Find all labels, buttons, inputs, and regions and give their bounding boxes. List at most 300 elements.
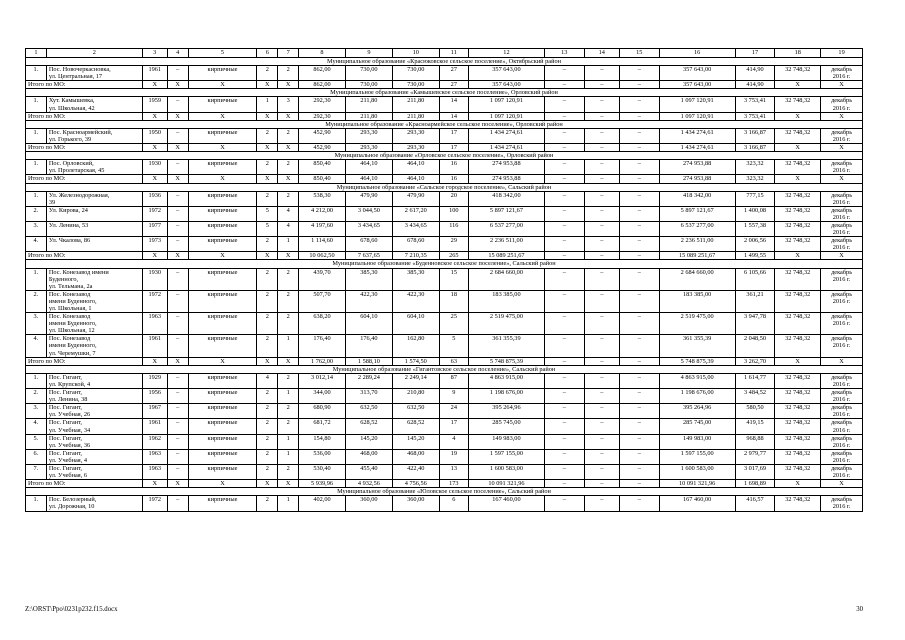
total-cell: 730,00 bbox=[345, 81, 392, 89]
column-number-cell: 2 bbox=[46, 49, 142, 58]
table-cell: – bbox=[620, 464, 660, 479]
total-cell: 1 588,10 bbox=[345, 357, 392, 365]
column-number-cell: 10 bbox=[392, 49, 439, 58]
table-cell: – bbox=[584, 449, 619, 464]
total-cell: X bbox=[775, 357, 821, 365]
total-row bbox=[26, 81, 863, 89]
table-cell: 1961 bbox=[142, 66, 167, 81]
table-cell: 145,20 bbox=[392, 434, 439, 449]
table-cell: 4 197,60 bbox=[299, 221, 346, 236]
total-cell: – bbox=[544, 112, 584, 120]
table-cell: 2 684 660,00 bbox=[659, 268, 735, 290]
table-cell: 3 044,50 bbox=[345, 206, 392, 221]
section-title-row bbox=[26, 58, 863, 66]
table-cell: – bbox=[544, 434, 584, 449]
total-cell: 3 166,87 bbox=[735, 144, 775, 152]
total-cell: – bbox=[584, 175, 619, 183]
table-cell: декабрь 2016 г. bbox=[821, 449, 863, 464]
table-cell: 183 385,00 bbox=[659, 290, 735, 312]
total-cell: – bbox=[544, 175, 584, 183]
table-row bbox=[26, 449, 863, 464]
table-cell: кирпичные bbox=[188, 268, 257, 290]
total-cell: – bbox=[544, 252, 584, 260]
table-cell: 149 983,00 bbox=[468, 434, 544, 449]
table-cell: – bbox=[620, 389, 660, 404]
total-cell: X bbox=[257, 81, 278, 89]
table-row bbox=[26, 496, 863, 511]
table-cell: 1936 bbox=[142, 191, 167, 206]
table-cell: кирпичные bbox=[188, 66, 257, 81]
total-cell: 16 bbox=[439, 175, 468, 183]
column-number-cell: 4 bbox=[167, 49, 188, 58]
table-cell: 681,72 bbox=[299, 419, 346, 434]
table-cell: 14 bbox=[439, 97, 468, 112]
total-cell: 464,10 bbox=[392, 175, 439, 183]
total-label: Итого по МО: bbox=[26, 252, 143, 260]
table-cell: – bbox=[544, 313, 584, 335]
total-label: Итого по МО: bbox=[26, 144, 143, 152]
table-cell: 632,50 bbox=[345, 404, 392, 419]
total-cell: 4 756,56 bbox=[392, 480, 439, 488]
total-cell: 211,80 bbox=[345, 112, 392, 120]
table-row bbox=[26, 464, 863, 479]
total-cell: 17 bbox=[439, 144, 468, 152]
total-cell: 1 097 120,91 bbox=[659, 112, 735, 120]
table-cell: 2 bbox=[257, 335, 278, 357]
total-cell: X bbox=[142, 144, 167, 152]
total-cell: – bbox=[620, 480, 660, 488]
table-cell: 1961 bbox=[142, 419, 167, 434]
table-cell: декабрь 2016 г. bbox=[821, 206, 863, 221]
table-cell: 2 236 511,00 bbox=[659, 237, 735, 252]
total-cell: 1 434 274,61 bbox=[659, 144, 735, 152]
table-cell: 777,15 bbox=[735, 191, 775, 206]
table-cell: 850,40 bbox=[299, 160, 346, 175]
total-row bbox=[26, 252, 863, 260]
table-cell: 452,90 bbox=[299, 128, 346, 143]
total-cell: X bbox=[188, 480, 257, 488]
total-cell: X bbox=[775, 144, 821, 152]
table-cell: 285 745,00 bbox=[468, 419, 544, 434]
table-row bbox=[26, 335, 863, 357]
total-cell: 265 bbox=[439, 252, 468, 260]
table-cell: 32 748,32 bbox=[775, 290, 821, 312]
table-cell: 1963 bbox=[142, 313, 167, 335]
table-cell: – bbox=[544, 389, 584, 404]
column-number-cell: 3 bbox=[142, 49, 167, 58]
total-cell: 464,10 bbox=[345, 175, 392, 183]
table-cell: декабрь 2016 г. bbox=[821, 221, 863, 236]
total-cell: X bbox=[278, 480, 299, 488]
table-cell: – bbox=[167, 206, 188, 221]
table-cell: 416,57 bbox=[735, 496, 775, 511]
total-cell: X bbox=[167, 144, 188, 152]
total-cell: X bbox=[188, 81, 257, 89]
total-cell: X bbox=[142, 112, 167, 120]
table-cell: 1 bbox=[278, 237, 299, 252]
table-cell: 360,00 bbox=[392, 496, 439, 511]
column-number-cell: 6 bbox=[257, 49, 278, 58]
table-cell: 149 983,00 bbox=[659, 434, 735, 449]
table-cell: 274 953,88 bbox=[659, 160, 735, 175]
table-cell: – bbox=[544, 335, 584, 357]
total-cell: 27 bbox=[439, 81, 468, 89]
table-cell: 32 748,32 bbox=[775, 237, 821, 252]
total-cell: – bbox=[584, 112, 619, 120]
section-title-row bbox=[26, 488, 863, 496]
total-cell: X bbox=[142, 252, 167, 260]
table-cell: 183 385,00 bbox=[468, 290, 544, 312]
table-cell: 680,90 bbox=[299, 404, 346, 419]
table-cell: 24 bbox=[439, 404, 468, 419]
table-cell: 3 012,14 bbox=[299, 373, 346, 388]
total-cell: 1 574,50 bbox=[392, 357, 439, 365]
table-row bbox=[26, 221, 863, 236]
table-cell: Пос. Гигант, ул. Крупской, 4 bbox=[46, 373, 142, 388]
table-cell: 4 bbox=[257, 373, 278, 388]
table-cell: 3 484,52 bbox=[735, 389, 775, 404]
table-cell: кирпичные bbox=[188, 404, 257, 419]
table-cell: 2 289,24 bbox=[345, 373, 392, 388]
table-cell: – bbox=[544, 206, 584, 221]
total-cell: X bbox=[167, 175, 188, 183]
total-cell: – bbox=[620, 112, 660, 120]
table-cell: – bbox=[620, 66, 660, 81]
table-cell: 2 bbox=[257, 66, 278, 81]
table-cell: 274 953,88 bbox=[468, 160, 544, 175]
total-cell: 173 bbox=[439, 480, 468, 488]
table-cell: 2 bbox=[278, 404, 299, 419]
table-cell: 1 557,38 bbox=[735, 221, 775, 236]
table-cell: кирпичные bbox=[188, 160, 257, 175]
table-cell: – bbox=[620, 449, 660, 464]
table-cell: 32 748,32 bbox=[775, 449, 821, 464]
table-cell: – bbox=[167, 268, 188, 290]
total-cell: – bbox=[544, 81, 584, 89]
table-cell: Пос. Гигант, ул. Учебная, 6 bbox=[46, 464, 142, 479]
total-cell: X bbox=[167, 480, 188, 488]
table-cell: кирпичные bbox=[188, 449, 257, 464]
table-cell: 1 614,77 bbox=[735, 373, 775, 388]
section-title: Муниципальное образование «Орловское сельское поселение», Орловский район bbox=[26, 152, 863, 160]
table-cell: 32 748,32 bbox=[775, 97, 821, 112]
table-cell: 2 bbox=[257, 160, 278, 175]
table-cell: Ул. Чкалова, 86 bbox=[46, 237, 142, 252]
table-cell: 20 bbox=[439, 191, 468, 206]
table-row bbox=[26, 419, 863, 434]
table-cell: – bbox=[544, 66, 584, 81]
total-cell: 862,00 bbox=[299, 81, 346, 89]
table-cell: 1 400,08 bbox=[735, 206, 775, 221]
table-cell: – bbox=[620, 97, 660, 112]
table-cell: 2 bbox=[278, 290, 299, 312]
table-cell: Пос. Гигант, ул. Учебная, 4 bbox=[46, 449, 142, 464]
total-row bbox=[26, 144, 863, 152]
total-cell: 4 932,56 bbox=[345, 480, 392, 488]
table-cell: 211,80 bbox=[345, 97, 392, 112]
table-cell: кирпичные bbox=[188, 434, 257, 449]
table-cell: 1963 bbox=[142, 449, 167, 464]
table-cell: 468,00 bbox=[345, 449, 392, 464]
table-cell: 1. bbox=[26, 496, 47, 511]
table-cell: 5. bbox=[26, 434, 47, 449]
table-cell: 4. bbox=[26, 237, 47, 252]
column-number-cell: 13 bbox=[544, 49, 584, 58]
table-cell: декабрь 2016 г. bbox=[821, 419, 863, 434]
total-cell: 292,30 bbox=[299, 112, 346, 120]
table-cell: 604,10 bbox=[345, 313, 392, 335]
table-cell: декабрь 2016 г. bbox=[821, 464, 863, 479]
total-cell: 10 091 321,96 bbox=[468, 480, 544, 488]
table-cell: 632,50 bbox=[392, 404, 439, 419]
table-row bbox=[26, 128, 863, 143]
table-cell: 3 753,41 bbox=[735, 97, 775, 112]
table-cell: 3 166,87 bbox=[735, 128, 775, 143]
table-cell: 211,80 bbox=[392, 97, 439, 112]
table-cell: 1 bbox=[278, 389, 299, 404]
table-cell: – bbox=[584, 419, 619, 434]
table-cell: 18 bbox=[439, 290, 468, 312]
table-cell: 3 017,69 bbox=[735, 464, 775, 479]
table-cell: 3 947,78 bbox=[735, 313, 775, 335]
table-cell: 2 bbox=[278, 268, 299, 290]
table-cell: 2. bbox=[26, 389, 47, 404]
total-cell: X bbox=[278, 175, 299, 183]
table-cell: – bbox=[167, 66, 188, 81]
table-cell: 530,40 bbox=[299, 464, 346, 479]
table-cell: 2 bbox=[278, 313, 299, 335]
table-cell: кирпичные bbox=[188, 313, 257, 335]
total-cell: 357 643,00 bbox=[659, 81, 735, 89]
total-cell: 1 499,55 bbox=[735, 252, 775, 260]
table-cell: 422,30 bbox=[392, 290, 439, 312]
table-cell: – bbox=[544, 404, 584, 419]
table-cell: 1 434 274,61 bbox=[468, 128, 544, 143]
table-cell: кирпичные bbox=[188, 373, 257, 388]
table-cell: 32 748,32 bbox=[775, 313, 821, 335]
table-cell: 1962 bbox=[142, 434, 167, 449]
total-cell: – bbox=[584, 144, 619, 152]
table-cell: 2 bbox=[257, 128, 278, 143]
table-cell: 32 748,32 bbox=[775, 373, 821, 388]
table-cell: 385,30 bbox=[345, 268, 392, 290]
table-cell: 464,10 bbox=[392, 160, 439, 175]
table-cell: 2 bbox=[257, 464, 278, 479]
table-cell: 154,80 bbox=[299, 434, 346, 449]
table-cell: 1930 bbox=[142, 160, 167, 175]
table-cell: – bbox=[584, 237, 619, 252]
total-cell: 357 643,00 bbox=[468, 81, 544, 89]
table-cell: – bbox=[167, 434, 188, 449]
total-cell: 414,90 bbox=[735, 81, 775, 89]
table-cell: 439,70 bbox=[299, 268, 346, 290]
table-cell: 313,70 bbox=[345, 389, 392, 404]
table-cell: 2 048,50 bbox=[735, 335, 775, 357]
table-cell: 19 bbox=[439, 449, 468, 464]
total-cell: 7 637,65 bbox=[345, 252, 392, 260]
table-cell: кирпичные bbox=[188, 128, 257, 143]
table-cell: 538,30 bbox=[299, 191, 346, 206]
table-cell: 293,30 bbox=[392, 128, 439, 143]
table-cell: 2 bbox=[257, 419, 278, 434]
total-row bbox=[26, 112, 863, 120]
total-cell: – bbox=[584, 252, 619, 260]
table-cell: 5 897 121,67 bbox=[468, 206, 544, 221]
table-cell: 968,88 bbox=[735, 434, 775, 449]
section-title-row bbox=[26, 89, 863, 97]
table-cell: 32 748,32 bbox=[775, 221, 821, 236]
table-cell: – bbox=[620, 206, 660, 221]
table-cell: – bbox=[544, 128, 584, 143]
section-title: Муниципальное образование «Гигантовское сельское поселение», Сальский район bbox=[26, 365, 863, 373]
total-cell: X bbox=[278, 144, 299, 152]
total-cell: – bbox=[584, 81, 619, 89]
table-cell: 3. bbox=[26, 221, 47, 236]
table-row bbox=[26, 373, 863, 388]
table-row bbox=[26, 97, 863, 112]
table-cell: – bbox=[544, 237, 584, 252]
table-cell: Пос. Белозерный, ул. Дорожная, 10 bbox=[46, 496, 142, 511]
table-cell: 422,30 bbox=[345, 290, 392, 312]
table-cell: 1. bbox=[26, 97, 47, 112]
table-cell: Пос. Орловский, ул. Пролетарская, 45 bbox=[46, 160, 142, 175]
table-cell: 730,00 bbox=[392, 66, 439, 81]
table-cell: – bbox=[620, 419, 660, 434]
table-cell: 1973 bbox=[142, 237, 167, 252]
total-cell: X bbox=[167, 357, 188, 365]
table-cell: Пос. Гигант, ул. Учебная, 36 bbox=[46, 434, 142, 449]
column-number-cell: 9 bbox=[345, 49, 392, 58]
table-cell: 2 bbox=[257, 389, 278, 404]
total-cell: X bbox=[821, 144, 863, 152]
table-cell: 1 bbox=[278, 434, 299, 449]
total-cell: X bbox=[821, 480, 863, 488]
table-cell: 414,90 bbox=[735, 66, 775, 81]
column-number-cell: 16 bbox=[659, 49, 735, 58]
total-cell: X bbox=[821, 112, 863, 120]
table-cell: – bbox=[544, 373, 584, 388]
table-cell: 4 bbox=[439, 434, 468, 449]
total-label: Итого по МО: bbox=[26, 357, 143, 365]
table-cell: – bbox=[544, 191, 584, 206]
table-cell: 360,00 bbox=[345, 496, 392, 511]
table-cell: 2 684 660,00 bbox=[468, 268, 544, 290]
column-number-cell: 18 bbox=[775, 49, 821, 58]
table-cell: 2 bbox=[278, 160, 299, 175]
section-title-row bbox=[26, 120, 863, 128]
table-cell: Ул. Железнодорожная, 39 bbox=[46, 191, 142, 206]
total-label: Итого по МО: bbox=[26, 81, 143, 89]
table-cell: декабрь 2016 г. bbox=[821, 496, 863, 511]
table-cell: – bbox=[584, 496, 619, 511]
table-cell: 27 bbox=[439, 66, 468, 81]
table-cell: – bbox=[167, 464, 188, 479]
table-cell: 293,30 bbox=[345, 128, 392, 143]
table-cell: – bbox=[167, 160, 188, 175]
footer-file-path: Z:\ORST\Ppo\0231p232.f15.docx bbox=[25, 606, 118, 613]
column-number-row bbox=[26, 49, 863, 58]
table-cell: 2 249,14 bbox=[392, 373, 439, 388]
table-cell: 2 bbox=[278, 373, 299, 388]
table-row bbox=[26, 237, 863, 252]
table-cell: 6 105,66 bbox=[735, 268, 775, 290]
table-cell: 17 bbox=[439, 128, 468, 143]
table-cell: – bbox=[620, 268, 660, 290]
total-cell: 1 097 120,91 bbox=[468, 112, 544, 120]
table-cell: 628,52 bbox=[392, 419, 439, 434]
table-cell: 1967 bbox=[142, 404, 167, 419]
section-title-row bbox=[26, 152, 863, 160]
total-cell: 730,00 bbox=[392, 81, 439, 89]
table-cell: 2 bbox=[278, 464, 299, 479]
table-cell: 395 264,96 bbox=[468, 404, 544, 419]
table-cell: кирпичные bbox=[188, 237, 257, 252]
table-cell: декабрь 2016 г. bbox=[821, 389, 863, 404]
total-cell: X bbox=[775, 81, 821, 89]
total-cell: 5 939,96 bbox=[299, 480, 346, 488]
table-cell: 167 460,00 bbox=[468, 496, 544, 511]
table-row bbox=[26, 434, 863, 449]
housing-table bbox=[25, 48, 863, 512]
table-cell: 29 bbox=[439, 237, 468, 252]
table-cell: 32 748,32 bbox=[775, 335, 821, 357]
table-cell: – bbox=[584, 206, 619, 221]
total-cell: – bbox=[620, 144, 660, 152]
table-cell: – bbox=[167, 496, 188, 511]
table-cell: декабрь 2016 г. bbox=[821, 335, 863, 357]
table-cell: 6 537 277,00 bbox=[659, 221, 735, 236]
table-cell: 1. bbox=[26, 268, 47, 290]
table-cell: – bbox=[584, 389, 619, 404]
table-cell: 2 bbox=[257, 237, 278, 252]
table-cell: Пос. Гигант, ул. Учебная, 34 bbox=[46, 419, 142, 434]
total-cell: X bbox=[821, 175, 863, 183]
table-row bbox=[26, 389, 863, 404]
total-cell: – bbox=[544, 144, 584, 152]
table-cell: 4. bbox=[26, 335, 47, 357]
total-cell: X bbox=[821, 252, 863, 260]
table-cell: 1. bbox=[26, 373, 47, 388]
table-cell: – bbox=[544, 290, 584, 312]
table-cell: – bbox=[584, 313, 619, 335]
total-cell: X bbox=[278, 112, 299, 120]
table-cell: декабрь 2016 г. bbox=[821, 97, 863, 112]
table-cell: декабрь 2016 г. bbox=[821, 268, 863, 290]
table-cell: 162,80 bbox=[392, 335, 439, 357]
table-cell: 87 bbox=[439, 373, 468, 388]
total-cell: X bbox=[278, 357, 299, 365]
table-cell: кирпичные bbox=[188, 419, 257, 434]
total-cell: X bbox=[167, 252, 188, 260]
total-cell: X bbox=[821, 357, 863, 365]
total-cell: 10 091 321,96 bbox=[659, 480, 735, 488]
table-cell: – bbox=[584, 97, 619, 112]
page-number: 30 bbox=[856, 606, 863, 613]
table-cell: 1 bbox=[278, 496, 299, 511]
total-cell: X bbox=[188, 357, 257, 365]
total-cell: – bbox=[620, 357, 660, 365]
table-cell: 3 434,65 bbox=[345, 221, 392, 236]
table-cell: 2 519 475,00 bbox=[659, 313, 735, 335]
table-cell: – bbox=[544, 160, 584, 175]
table-cell: 1 198 676,00 bbox=[659, 389, 735, 404]
total-cell: X bbox=[257, 480, 278, 488]
table-cell: 32 748,32 bbox=[775, 496, 821, 511]
total-cell: 3 753,41 bbox=[735, 112, 775, 120]
table-cell: 2 006,56 bbox=[735, 237, 775, 252]
table-cell: 32 748,32 bbox=[775, 66, 821, 81]
total-cell: 211,80 bbox=[392, 112, 439, 120]
